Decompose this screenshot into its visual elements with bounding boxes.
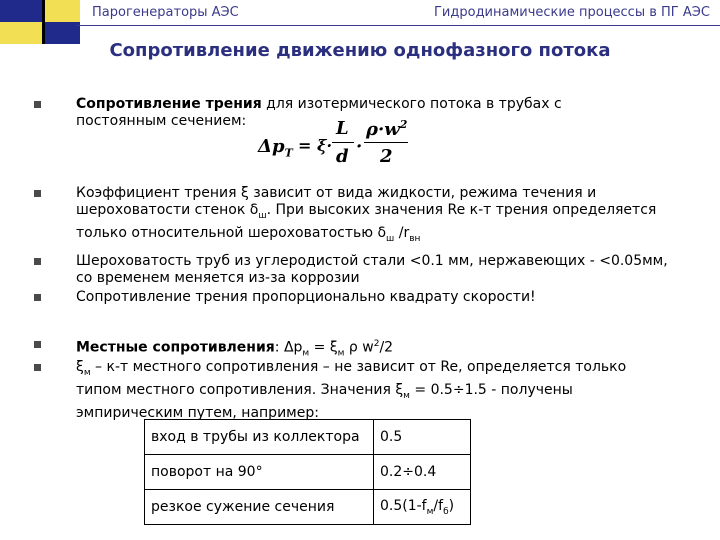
bullet-marker [34,190,41,197]
formula-equals: = ξ· [298,136,333,155]
friction-text: для изотермического потока в трубах с [261,96,562,112]
header-divider [76,25,720,26]
logo-decoration [0,0,80,44]
friction-text-line2: постоянным сечением: [76,113,247,129]
formula-denominator-2: 2 [380,146,393,167]
bullet-velocity-squared: Сопротивление трения пропорционально квадрату скорости! [76,289,536,305]
formula-lhs: $\Delta p_T$ [258,136,293,160]
table-cell-value: 0.2÷0.4 [374,455,471,490]
friction-term: Сопротивление трения [76,96,262,112]
bullet-marker [34,364,41,371]
bullet-roughness: Шероховатость труб из углеродистой стали <0.1 мм, нержавеющих - <0.05мм, со временем меняется из-за коррозии [76,253,668,286]
bullet-marker [34,101,41,108]
local-resistance-table [144,419,471,525]
header-course-title: Парогенераторы АЭС [92,5,239,20]
table-row [145,420,471,455]
bullet-local-coefficient: $\xi_м - к-т$ местного сопротивления – не зависит от Re, определяется только типом местного сопротивления. Значения $\xi_м = 0.5\div 1.5$ - получены эмпирическим путем, например: [76,359,627,421]
bullet-marker [34,294,41,301]
table-cell-name: резкое сужение сечения [145,490,374,525]
table-cell-name: поворот на 90° [145,455,374,490]
formula-dot: · [356,136,363,157]
header-topic-title: Гидродинамические процессы в ПГ АЭС [434,5,710,20]
table-cell-value: $0.5(1-f_м/f_б)$ [374,490,471,525]
formula-denominator-d: d [336,146,349,167]
table-row [145,490,471,525]
formula-numerator-L: L [336,118,349,139]
bullet-friction-coefficient: Коэффициент трения ξ зависит от вида жидкости, режима течения и шероховатости стенок $\delta_ш$. При высоких значения Re к-т трения определяется только относительной шероховатостью $\delta_ш$ $/r_{вн}$ [76,185,657,244]
formula-numerator-rho-w: $\rho\cdot w^2$ [366,118,408,140]
friction-formula [256,116,416,172]
bullet-local-resistance: Местные сопротивления: $\Delta p_м = \xi_м$ ρ $w^2/2$ [76,339,394,359]
slide-title: Сопротивление движению однофазного потока [109,40,611,61]
bullet-marker [34,258,41,265]
table-cell-value: 0.5 [374,420,471,455]
table-row [145,455,471,490]
bullet-marker [34,341,41,348]
table-cell-name: вход в трубы из коллектора [145,420,374,455]
